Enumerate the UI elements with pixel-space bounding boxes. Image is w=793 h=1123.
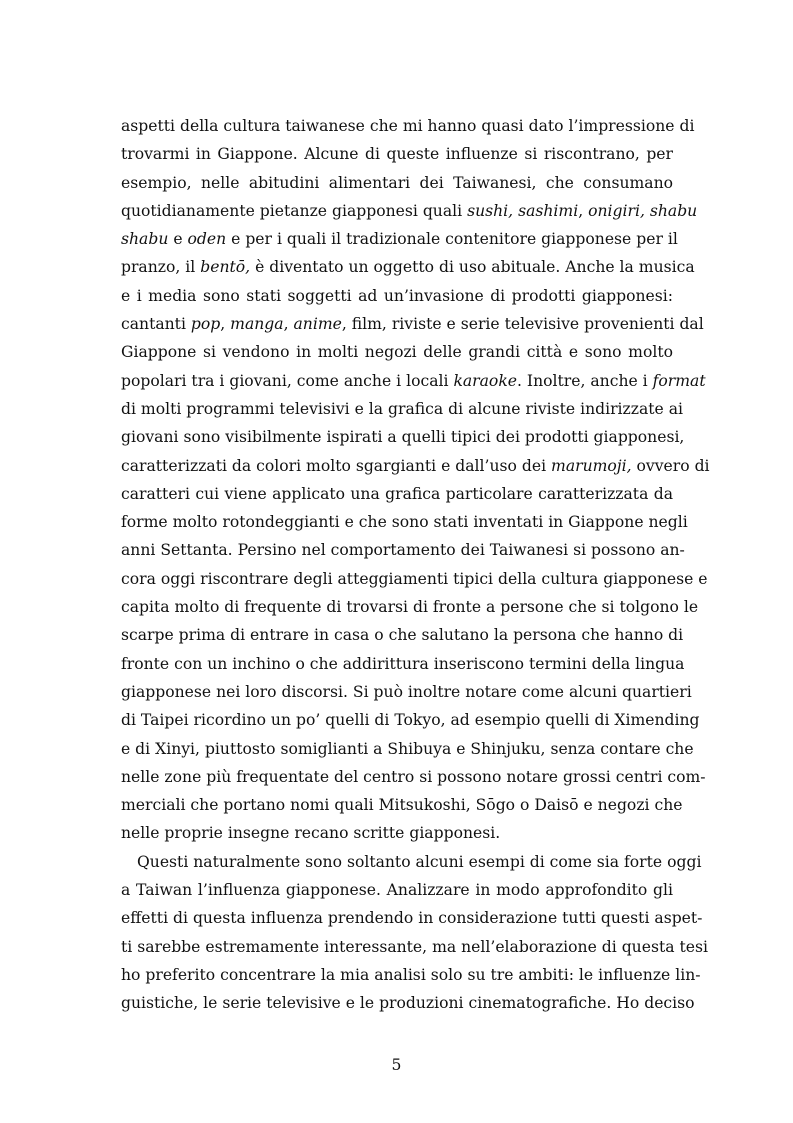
text-line	[121, 112, 695, 140]
page-number: 5	[391, 1056, 402, 1074]
text-run: Giappone si vendono in molti negozi delle grandi città e sono molto	[121, 343, 673, 362]
italic-term: manga	[230, 315, 284, 334]
text-run: popolari tra i giovani, come anche i locali	[121, 371, 454, 390]
text-line	[121, 310, 704, 338]
paragraph-1	[121, 112, 710, 848]
text-run: fronte con un inchino o che addirittura inseriscono termini della lingua	[121, 654, 685, 673]
text-line	[121, 169, 673, 197]
italic-term: karaoke	[453, 371, 518, 390]
text-run: e per i quali il tradizionale contenitore giapponese per il	[226, 230, 678, 249]
text-line	[121, 819, 673, 847]
text-run: nelle zone più frequentate del centro si possono notare grossi centri com-	[121, 767, 706, 786]
text-run: , film, riviste e serie televisive provenienti dal	[341, 315, 704, 334]
text-line	[121, 140, 673, 168]
text-run: caratterizzati da colori molto sgargianti e dall’uso dei	[121, 456, 552, 475]
text-run: ho preferito concentrare la mia analisi solo su tre ambiti: le influenze lin-	[121, 965, 701, 984]
text-run: di molti programmi televisivi e la grafica di alcune riviste indirizzate ai	[121, 399, 683, 418]
text-run: pranzo, il	[121, 258, 201, 277]
text-run: forme molto rotondeggianti e che sono stati inventati in Giappone negli	[121, 513, 688, 532]
text-run: a Taiwan l’influenza giapponese. Analizzare in modo approfondito gli	[121, 881, 673, 900]
text-line	[121, 735, 694, 763]
text-run: . Inoltre, anche i	[517, 371, 653, 390]
text-line	[121, 791, 683, 819]
text-run: quotidianamente pietanze giapponesi quali	[121, 201, 468, 220]
text-run: merciali che portano nomi quali Mitsukoshi, Sōgo o Daisō e negozi che	[121, 796, 683, 815]
text-run: giapponese nei loro discorsi. Si può inoltre notare come alcuni quartieri	[121, 682, 692, 701]
text-run: ,	[220, 315, 231, 334]
italic-term: sushi, sashimi	[467, 201, 579, 220]
text-line	[121, 508, 688, 536]
body-text	[121, 112, 710, 1018]
text-line	[121, 593, 699, 621]
italic-term: onigiri, shabu	[588, 201, 698, 220]
text-run: è diventato un oggetto di uso abituale. Anche la musica	[250, 258, 695, 277]
italic-term: format	[652, 371, 706, 390]
text-run: giovani sono visibilmente ispirati a quelli tipici dei prodotti giapponesi,	[121, 428, 685, 447]
text-line	[121, 480, 673, 508]
text-line	[121, 904, 703, 932]
text-line	[121, 650, 685, 678]
text-run: ,	[283, 315, 294, 334]
text-line	[121, 536, 685, 564]
text-run: cantanti	[121, 315, 191, 334]
text-line	[121, 423, 685, 451]
text-run: ti sarebbe estremamente interessante, ma nell’elaborazione di questa tesi	[121, 937, 708, 956]
paragraph-2	[121, 848, 708, 1018]
text-line	[121, 706, 700, 734]
italic-term: pop	[190, 315, 221, 334]
italic-term: anime	[293, 315, 342, 334]
text-run: anni Settanta. Persino nel comportamento dei Taiwanesi si possono an-	[121, 541, 685, 560]
italic-term: shabu	[121, 230, 169, 249]
text-line	[121, 621, 684, 649]
text-run: nelle proprie insegne recano scritte giapponesi.	[121, 824, 501, 843]
text-line	[121, 225, 678, 253]
text-line	[121, 933, 708, 961]
text-run: e i media sono stati soggetti ad un’invasione di prodotti giapponesi:	[121, 286, 673, 305]
italic-term: marumoji,	[551, 456, 632, 475]
text-line	[121, 678, 692, 706]
text-run: guistiche, le serie televisive e le produzioni cinematografiche. Ho deciso	[121, 994, 695, 1013]
italic-term: bentō,	[200, 258, 251, 277]
text-run: scarpe prima di entrare in casa o che salutano la persona che hanno di	[121, 626, 684, 645]
text-line	[121, 763, 706, 791]
text-line	[121, 565, 708, 593]
text-line	[121, 367, 706, 395]
text-run: e	[168, 230, 188, 249]
text-line	[121, 282, 673, 310]
text-line	[121, 395, 683, 423]
text-run: cora oggi riscontrare degli atteggiamenti tipici della cultura giapponese e	[121, 569, 708, 588]
text-run: e di Xinyi, piuttosto somiglianti a Shibuya e Shinjuku, senza contare che	[121, 739, 694, 758]
text-run: esempio, nelle abitudini alimentari dei Taiwanesi, che consumano	[121, 173, 673, 192]
text-run: trovarmi in Giappone. Alcune di queste influenze si riscontrano, per	[121, 145, 673, 164]
text-line	[121, 989, 695, 1017]
text-line	[121, 961, 701, 989]
text-run: effetti di questa influenza prendendo in considerazione tutti questi aspet-	[121, 909, 703, 928]
text-run: caratteri cui viene applicato una grafica particolare caratterizzata da	[121, 484, 673, 503]
italic-term: oden	[187, 230, 227, 249]
text-run: Questi naturalmente sono soltanto alcuni esempi di come sia forte oggi	[137, 852, 702, 871]
text-line	[121, 876, 673, 904]
text-run: ,	[578, 201, 589, 220]
text-run: aspetti della cultura taiwanese che mi hanno quasi dato l’impressione di	[121, 117, 695, 135]
text-line	[121, 848, 702, 876]
text-run: capita molto di frequente di trovarsi di fronte a persone che si tolgono le	[121, 598, 699, 617]
text-run: ovvero di	[631, 456, 710, 475]
text-line	[121, 253, 695, 281]
text-run: di Taipei ricordino un po’ quelli di Tokyo, ad esempio quelli di Ximending	[121, 711, 700, 730]
text-line	[121, 338, 673, 366]
text-line	[121, 197, 698, 225]
text-line	[121, 452, 710, 480]
